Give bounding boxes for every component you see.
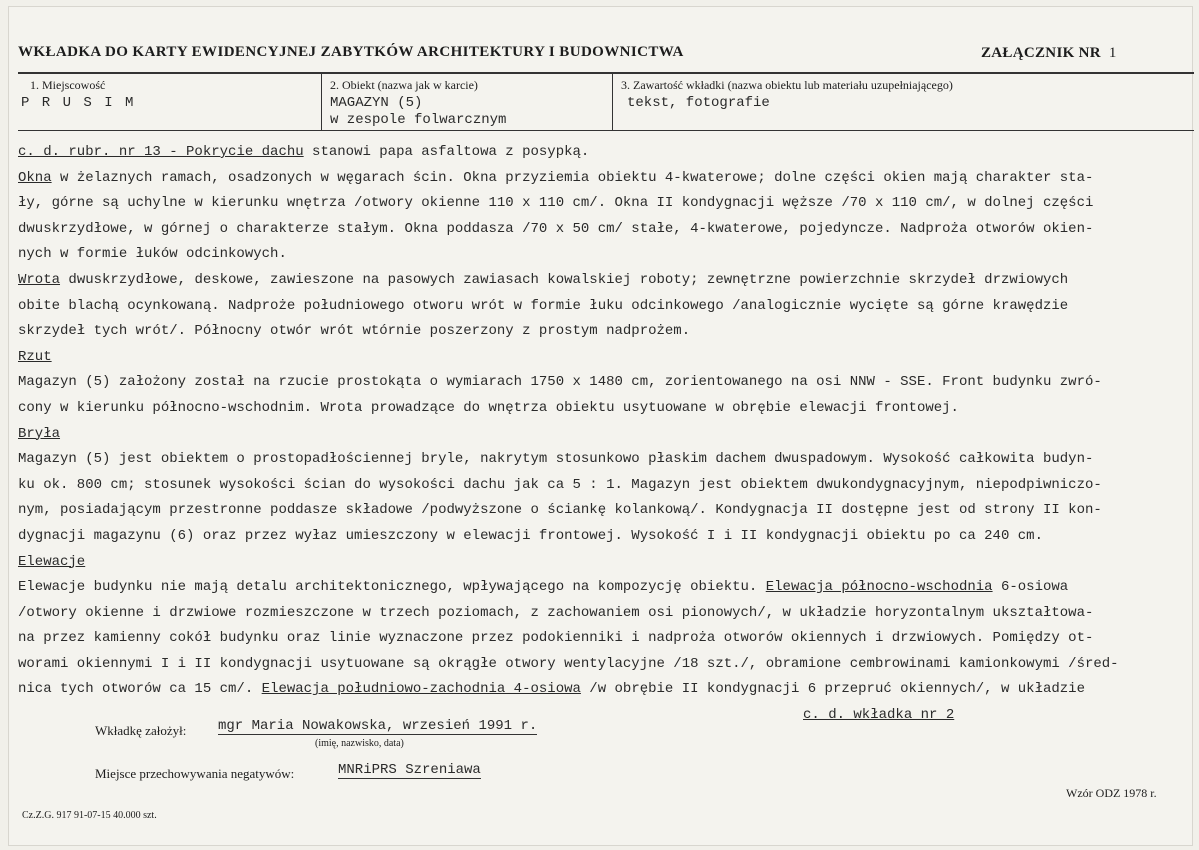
negatives-location-label: Miejsce przechowywania negatywów: xyxy=(95,766,295,781)
field-contents-value: tekst, fotografie xyxy=(627,95,770,111)
subheading-ne-elevation: Elewacja północno-wschodnia xyxy=(765,579,993,596)
text-segment: w żelaznych ramach, osadzonych w węgarach ścin. Okna przyziemia obiektu 4-kwaterowe; dolne części okien mają charakter sta- xyxy=(51,169,1094,186)
text-line: nych w formie łuków odcinkowych. xyxy=(18,246,287,263)
negatives-location-value xyxy=(338,762,481,778)
heading-gates: Wrota xyxy=(18,271,61,288)
field-object-value xyxy=(330,95,506,129)
field-object-value-line2: w zespole folwarcznym xyxy=(330,112,507,128)
text-segment: /w obrębie II kondygnacji 6 przepruć okiennych/, w układzie xyxy=(580,681,1085,698)
field-locality-label: 1. Miejscowość xyxy=(30,78,106,92)
text-line: Magazyn (5) jest obiektem o prostopadłościennej bryle, nakrytym stosunkowo płaskim dachem dwuspadowym. Wysokość całkowita budyn- xyxy=(18,451,1094,468)
print-code: Cz.Z.G. 917 91-07-15 40.000 szt. xyxy=(22,810,157,821)
header-fields-row xyxy=(18,72,1194,131)
founded-by-hint: (imię, nazwisko, data) xyxy=(315,738,404,749)
field-contents xyxy=(613,74,1194,130)
text-line: Magazyn (5) założony został na rzucie prostokąta o wymiarach 1750 x 1480 cm, zorientowanego na osi NNW - SSE. Front budynku zwró- xyxy=(18,374,1102,391)
field-object-value-line1: MAGAZYN (5) xyxy=(330,95,423,111)
text-line: worami okiennymi I i II kondygnacji usytuowane są okrągłe otwory wentylacyjne /18 szt./, obramione cembrowinami kamionkowymi /śred- xyxy=(18,655,1119,672)
field-object xyxy=(322,74,613,130)
form-pattern: Wzór ODZ 1978 r. xyxy=(1066,786,1157,800)
text-line: ku ok. 800 cm; stosunek wysokości ścian do wysokości dachu jak ca 5 : 1. Magazyn jest obiektem dwukondygnacyjnym, niepodpiwniczo- xyxy=(18,476,1102,493)
field-locality xyxy=(18,74,322,130)
founded-by-label: Wkładkę założył: xyxy=(95,723,187,738)
text-segment: dwuskrzydłowe, deskowe, zawieszone na pasowych zawiasach kowalskiej roboty; zewnętrzne powierzchnie skrzydeł drzwiowych xyxy=(60,271,1069,288)
founded-by-value-text: mgr Maria Nowakowska, wrzesień 1991 r. xyxy=(218,718,538,734)
text-line: obite blachą ocynkowaną. Nadproże południowego otworu wrót w formie łuku odcinkowego /analogicznie wycięte są górne krawędzie xyxy=(18,297,1069,314)
heading-elevations: Elewacje xyxy=(18,553,86,570)
text-line: /otwory okienne i drzwiowe rozmieszczone w trzech poziomach, z zachowaniem osi pionowych/, w układzie horyzontalnym ukształtowa- xyxy=(18,604,1094,621)
text-segment: nica tych otworów ca 15 cm/. xyxy=(18,681,262,698)
founded-by-value xyxy=(218,718,537,734)
page-title: WKŁADKA DO KARTY EWIDENCYJNEJ ZABYTKÓW ARCHITEKTURY I BUDOWNICTWA xyxy=(18,44,684,60)
field-object-label: 2. Obiekt (nazwa jak w karcie) xyxy=(330,78,478,92)
heading-roof: Pokrycie dachu xyxy=(186,144,304,160)
text-line xyxy=(18,575,1194,601)
attachment-number: 1 xyxy=(1108,45,1117,61)
continued-text: c. d. wkładka nr 2 xyxy=(803,707,955,724)
field-locality-value: P R U S I M xyxy=(21,95,136,111)
text-segment: stanowi papa asfaltowa z posypką. xyxy=(303,144,590,160)
text-line xyxy=(18,677,1194,703)
text-line: ły, górne są uchylne w kierunku wnętrza /otwory okienne 110 x 110 cm/. Okna II kondygnacji węższe /70 x 110 cm/, w dolnej części xyxy=(18,195,1094,212)
text-line xyxy=(18,268,1194,294)
negatives-location-value-text: MNRiPRS Szreniawa xyxy=(338,762,481,778)
text-line: cony w kierunku północno-wschodnim. Wrota prowadzące do wnętrza obiektu usytuowane w obrębie elewacji frontowej. xyxy=(18,399,959,416)
text-segment: Elewacje budynku nie mają detalu architektonicznego, wpływającego na kompozycję obiektu. xyxy=(18,579,766,596)
attachment-label-text: ZAŁĄCZNIK NR xyxy=(981,45,1101,61)
attachment-label xyxy=(981,45,1117,62)
heading-windows: Okna xyxy=(18,169,52,186)
continued-note xyxy=(18,703,1194,729)
subheading-sw-elevation: Elewacja południowo-zachodnia 4-osiowa xyxy=(261,681,581,698)
text-line: dygnacji magazynu (6) oraz przez wyłaz umieszczony w elewacji frontowej. Wysokość I i II kondygnacji obiektu po ca 240 cm. xyxy=(18,527,1043,544)
heading-form: Bryła xyxy=(18,425,61,442)
text-line: skrzydeł tych wrót/. Północny otwór wrót wtórnie poszerzony z prostym nadprożem. xyxy=(18,323,691,340)
text-line xyxy=(18,140,1194,166)
heading-plan: Rzut xyxy=(18,348,52,365)
field-contents-label: 3. Zawartość wkładki (nazwa obiektu lub materiału uzupełniającego) xyxy=(621,78,953,92)
text-line: na przez kamienny cokół budynku oraz linie wyznaczone przez podokienniki i nadproża otworów okiennych i drzwiowych. Pomiędzy ot- xyxy=(18,630,1094,647)
text-segment: 6-osiowa xyxy=(992,579,1069,596)
document-body xyxy=(18,140,1194,729)
text-line: nym, posiadającym przestronne poddasze składowe /podwyższone o ściankę kolankową/. Kondygnacja II dostępne jest od strony II kon- xyxy=(18,502,1102,519)
section-ref: c. d. rubr. nr 13 - xyxy=(18,144,187,160)
text-line: dwuskrzydłowe, w górnej o charakterze stałym. Okna poddasza /70 x 50 cm/ stałe, 4-kwaterowe, pojedyncze. Nadproża otworów okien- xyxy=(18,220,1094,237)
text-line xyxy=(18,166,1194,192)
